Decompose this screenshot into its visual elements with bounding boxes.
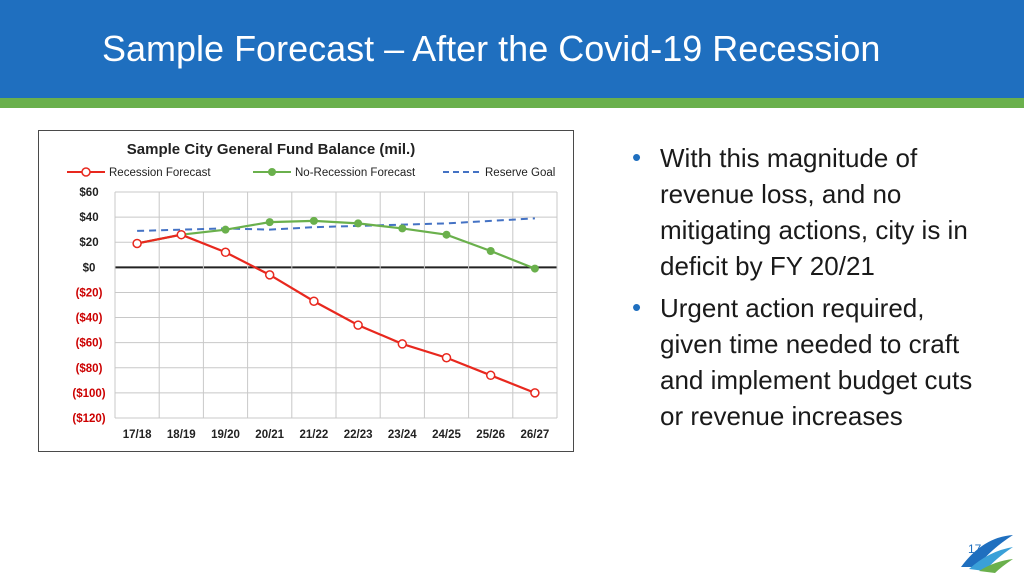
x-tick-label: 25/26 bbox=[476, 429, 506, 441]
series-point-1 bbox=[354, 219, 362, 227]
y-tick-label: $0 bbox=[82, 262, 96, 275]
legend-marker-1 bbox=[268, 168, 276, 176]
x-tick-label: 17/18 bbox=[122, 429, 152, 441]
y-tick-label: ($40) bbox=[75, 312, 103, 325]
series-point-1 bbox=[443, 231, 451, 239]
series-point-0 bbox=[222, 248, 230, 256]
y-tick-label: ($60) bbox=[75, 337, 103, 350]
y-tick-label: ($80) bbox=[75, 362, 103, 375]
x-tick-label: 24/25 bbox=[432, 429, 461, 441]
x-tick-label: 20/21 bbox=[255, 429, 285, 441]
legend-label-0: Recession Forecast bbox=[109, 167, 211, 179]
chart-title: Sample City General Fund Balance (mil.) bbox=[126, 141, 416, 158]
bullet-item bbox=[632, 290, 992, 434]
company-logo-icon bbox=[955, 527, 1015, 573]
series-point-1 bbox=[531, 265, 539, 273]
series-point-1 bbox=[398, 224, 406, 232]
bullet-item bbox=[632, 140, 992, 284]
series-point-0 bbox=[354, 321, 362, 329]
bullet-dot-icon: • bbox=[632, 292, 642, 322]
page-number: 17 bbox=[968, 542, 982, 556]
y-tick-label: $20 bbox=[79, 237, 99, 250]
series-point-1 bbox=[487, 247, 495, 255]
legend-label-2: Reserve Goal bbox=[485, 167, 556, 179]
x-tick-label: 26/27 bbox=[520, 429, 550, 441]
series-point-0 bbox=[443, 354, 451, 362]
bullet-text: Urgent action required, given time needed to craft and implement budget cuts or revenue increases bbox=[660, 293, 973, 431]
y-tick-label: $60 bbox=[79, 187, 99, 199]
series-point-0 bbox=[531, 389, 539, 397]
legend-label-1: No-Recession Forecast bbox=[295, 167, 416, 179]
bullet-list bbox=[632, 140, 992, 440]
x-tick-label: 22/23 bbox=[343, 429, 373, 441]
y-tick-label: ($120) bbox=[72, 413, 106, 425]
x-tick-label: 21/22 bbox=[299, 429, 329, 441]
bullet-text: With this magnitude of revenue loss, and no mitigating actions, city is in deficit by FY 20/21 bbox=[660, 143, 968, 281]
fund-balance-chart bbox=[39, 131, 572, 450]
bullet-dot-icon: • bbox=[632, 142, 642, 172]
series-point-0 bbox=[310, 297, 318, 305]
series-point-0 bbox=[133, 239, 141, 247]
series-point-0 bbox=[487, 371, 495, 379]
chart-frame bbox=[38, 130, 574, 452]
series-point-0 bbox=[177, 231, 185, 239]
series-point-1 bbox=[310, 217, 318, 225]
y-tick-label: ($20) bbox=[75, 287, 103, 300]
x-tick-label: 23/24 bbox=[387, 429, 417, 441]
x-tick-label: 18/19 bbox=[166, 429, 196, 441]
series-point-1 bbox=[266, 218, 274, 226]
series-point-0 bbox=[398, 340, 406, 348]
series-point-1 bbox=[222, 226, 230, 234]
slide-title: Sample Forecast – After the Covid-19 Recession bbox=[102, 28, 881, 69]
x-tick-label: 19/20 bbox=[211, 429, 240, 441]
y-tick-label: $40 bbox=[79, 212, 99, 225]
series-point-0 bbox=[266, 271, 274, 279]
y-tick-label: ($100) bbox=[72, 387, 106, 400]
header-accent-stripe bbox=[0, 98, 1024, 108]
legend-marker-0 bbox=[82, 168, 90, 176]
